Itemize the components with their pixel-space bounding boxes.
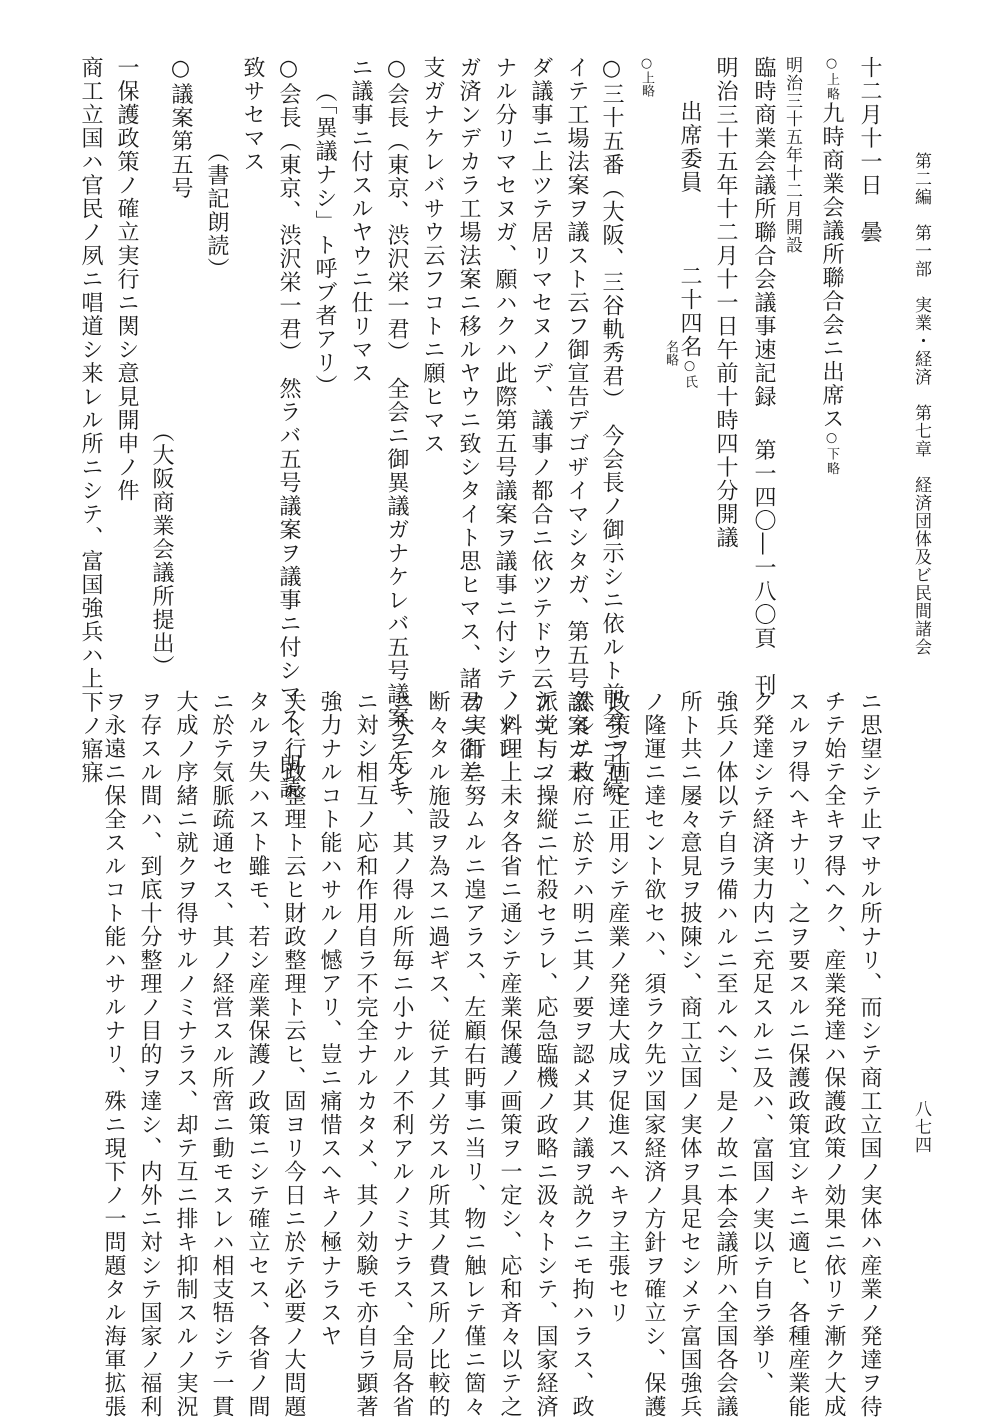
speech-line: イテ工場法案ヲ議スト云フ御宣告デゴザイマシタガ、第五号議案ガ未 xyxy=(564,56,589,785)
attendees xyxy=(678,100,700,390)
bill-text: ニ大ニシテ、其ノ得ル所毎ニ小ナルノ不利アルノミナラス、全局各省 xyxy=(389,690,414,1419)
record-title-text: 臨時商業会議所聯合会議事速記録 xyxy=(751,56,776,409)
bill-submitter: （大阪商業会議所提出） xyxy=(149,420,174,679)
bill-text: チテ始テ全キヲ得ヘク、産業発達ハ保護政策ノ効果ニ依リテ漸ク大成 xyxy=(821,690,846,1419)
bill-text: 派党与ノ操縦ニ忙殺セラレ、応急臨機ノ政略ニ汲々トシテ、国家経済 xyxy=(533,690,558,1419)
diary-entry xyxy=(820,56,842,476)
founding-date: 明治三十五年十二月開設 xyxy=(782,56,802,254)
speech-line: 支ガナケレバサウ云フコトニ願ヒマス xyxy=(420,56,445,456)
session-opened: 明治三十五年十二月十一日午前十時四十分開議 xyxy=(713,56,738,550)
bill-text: ニ於テ気脈疏通セス、其ノ経営スル所啻ニ動モスレハ相支牾シテ一貫 xyxy=(209,690,234,1419)
bill-text: ク発達シテ経済実力内ニ充足スルニ及ハ、富国ノ実以テ自ラ挙リ、 xyxy=(749,690,774,1395)
clerk-reading: （書記朗読） xyxy=(204,140,229,281)
record-title xyxy=(752,56,774,697)
bill-text: ヲ存スル間ハ、到底十分整理ノ目的ヲ達シ、内外ニ対シテ国家ノ福利 xyxy=(137,690,162,1419)
bill-text: 夫レ行政整理ト云ヒ財政整理ト云ヒ、固ヨリ今日ニ於テ必要ノ大問題 xyxy=(281,690,306,1419)
bill-text: 政策ヲ画定正用シテ産業ノ発達大成ヲ促進スヘキヲ主張セリ xyxy=(605,690,630,1325)
omission-mark: ○上略 xyxy=(824,56,839,102)
speech-line: 致サセマス xyxy=(240,56,265,174)
attendees-text: 出席委員 二十四名 xyxy=(677,100,702,359)
running-header: 第二編 第一部 実業・経済 第七章 経済団体及ビ民間諸会 xyxy=(911,152,931,656)
diary-date: 十二月十一日 曇 xyxy=(857,56,882,244)
bill-title: 一保護政策ノ確立実行ニ関シ意見開申ノ件 xyxy=(114,56,139,503)
bill-text: タルヲ失ハスト雖モ、若シ産業保護ノ政策ニシテ確立セス、各省ノ間 xyxy=(245,690,270,1419)
bill-text: 強力ナルコト能ハサルノ憾アリ、豈ニ痛惜スヘキノ極ナラスヤ xyxy=(317,690,342,1348)
floor-response: （「異議ナシ」ト呼ブ者アリ） xyxy=(312,80,337,398)
attendees-note-1: ○氏 xyxy=(682,358,697,390)
bill-number: ○議案第五号 xyxy=(168,56,193,200)
omission-mark-top: ○上略 xyxy=(639,56,654,97)
bill-text: 所ト共ニ屡々意見ヲ披陳シ、商工立国ノ実体ヲ具足セシメテ富国強兵 xyxy=(677,690,702,1419)
chair-speech-1: ○会長（東京、渋沢栄一君） 全会ニ御異議ガナケレバ五号議案ヲ先キ xyxy=(384,56,409,800)
speech-line: ガ済ンデカラ工場法案ニ移ルヤウニ致シタイト思ヒマス、諸君ニ御差 xyxy=(456,56,481,785)
speech-line: ダ議事ニ上ツテ居リマセヌノデ、議事ノ都合ニ依ツテドウ云フコトニ xyxy=(528,56,553,785)
bill-text: ノ隆運ニ達セント欲セハ、須ラク先ツ国家経済ノ方針ヲ確立シ、保護 xyxy=(641,690,666,1419)
bill-text: ニ対シ相互ノ応和作用自ラ不完全ナルカタメ、其ノ効験モ亦自ラ顕著 xyxy=(353,690,378,1419)
speech-line: ナル分リマセヌガ、願ハクハ此際第五号議案ヲ議事ニ付シテ、ソレ xyxy=(492,56,517,761)
bill-text: 断々タル施設ヲ為スニ過ギス、従テ其ノ労スル所其ノ費ス所ノ比較的 xyxy=(425,690,450,1419)
page-ref: 第一四〇―一八〇頁 刊 xyxy=(751,438,776,697)
bill-text: ノ料理上未タ各省ニ通シテ産業保護ノ画策ヲ一定シ、応和斉々以テ之 xyxy=(497,690,522,1419)
chair-speech-2: ○会長（東京、渋沢栄一君） 然ラバ五号議案ヲ議事ニ付シマス、朗読 xyxy=(276,56,301,800)
bill-text: カ実行ニ努ムルニ遑アラス、左顧右眄事ニ当リ、物ニ触レテ僅ニ箇々 xyxy=(461,690,486,1419)
bill-text: 強兵ノ体以テ自ラ備ハルニ至ルヘシ、是ノ故ニ本会議所ハ全国各会議 xyxy=(713,690,738,1419)
speech-35: ○三十五番（大阪、三谷軌秀君） 今会長ノ御示シニ依ルト前会ニ引続 xyxy=(599,56,624,800)
bill-text: 然ルニ政府ニ於テハ明ニ其ノ要ヲ認メ其ノ議ヲ説クニモ拘ハラス、政 xyxy=(569,690,594,1419)
bill-text: 大成ノ序緒ニ就クヲ得サルノミナラス、却テ互ニ排キ抑制スルノ実況 xyxy=(173,690,198,1419)
diary-text: 九時商業会議所聯合会ニ出席ス xyxy=(819,101,844,431)
attendees-note-2: 名略 xyxy=(663,340,678,366)
speech-line: ニ議事ニ付スルヤウニ仕リマス xyxy=(348,56,373,385)
omission-mark-end: ○下略 xyxy=(824,430,839,476)
bill-text: スルヲ得ヘキナリ、之ヲ要スルニ保護政策宜シキニ適ヒ、各種産業能 xyxy=(785,690,810,1419)
page-number: 八七四 xyxy=(911,1100,931,1154)
bill-text: ニ思望シテ止マサル所ナリ、而シテ商工立国ノ実体ハ産業ノ発達ヲ待 xyxy=(857,690,882,1419)
bill-text: 商工立国ハ官民ノ夙ニ唱道シ来レル所ニシテ、富国強兵ハ上下ノ寤寐 xyxy=(78,56,103,785)
bill-text: ヲ永遠ニ保全スルコト能ハサルナリ、殊ニ現下ノ一問題タル海軍拡張 xyxy=(101,690,126,1419)
